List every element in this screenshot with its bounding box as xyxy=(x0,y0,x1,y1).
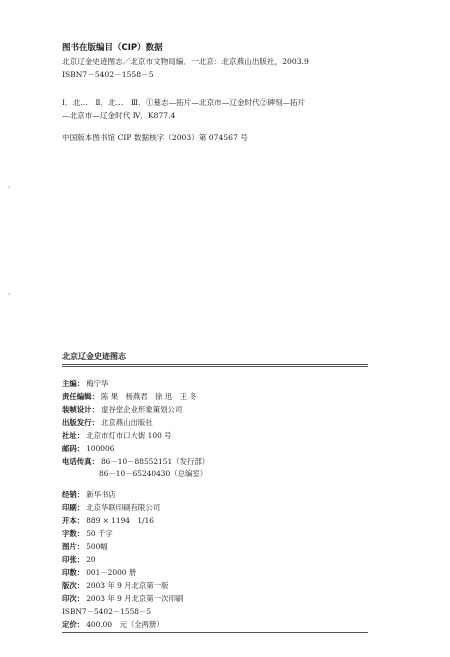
spec-print-run xyxy=(62,567,136,578)
credit-label: 邮码： xyxy=(62,444,85,453)
spec-value: 001－2000 册 xyxy=(86,568,137,577)
spec-value: 50 千字 xyxy=(86,529,113,538)
credit-value: 北京市灯市口大街 100 号 xyxy=(86,431,172,440)
bottom-rule xyxy=(62,632,368,633)
credit-value: 虚谷堂企业形象策划公司 xyxy=(100,405,183,414)
spec-label: 印次： xyxy=(62,594,85,603)
credit-editor-in-chief xyxy=(62,378,108,389)
spec-label: 图片： xyxy=(62,542,85,551)
credit-binding-design xyxy=(62,404,182,415)
credit-postcode xyxy=(62,443,114,454)
credit-value: 86－10－88552151（发行部） xyxy=(100,457,210,466)
spec-distributor xyxy=(62,489,116,500)
credit-label: 主编： xyxy=(62,379,85,388)
credit-label: 出版发行： xyxy=(62,418,99,427)
credit-responsible-editors xyxy=(62,391,197,402)
margin-mark: ' xyxy=(8,292,11,301)
spec-value: 2003 年 9 月北京第一次印刷 xyxy=(86,594,184,603)
spec-value: 2003 年 9 月北京第一版 xyxy=(86,581,169,590)
cip-classification-line: Ⅰ．北… Ⅱ．北… Ⅲ．①墓志—拓片—北京市—辽金时代②碑刻—拓片 xyxy=(62,98,306,107)
cip-heading: 图书在版编目（CIP）数据 xyxy=(62,43,163,53)
credit-value: 100006 xyxy=(86,444,115,453)
credit-label: 责任编辑： xyxy=(62,392,99,401)
credit-phone-fax xyxy=(62,456,209,467)
divider-rule xyxy=(62,366,368,367)
spec-price xyxy=(62,619,164,630)
spec-label: 经销： xyxy=(62,490,85,499)
spec-label: 版次： xyxy=(62,581,85,590)
spec-isbn xyxy=(62,606,151,617)
spec-value: 20 xyxy=(86,555,96,564)
spec-value: 400.00 元（全两册） xyxy=(86,620,164,629)
spec-value: ISBN7－5402－1558－5 xyxy=(62,607,152,616)
spec-value: 新华书店 xyxy=(86,490,116,499)
spec-images xyxy=(62,541,108,552)
credit-value: 北京燕山出版社 xyxy=(100,418,153,427)
credit-label: 装帧设计： xyxy=(62,405,99,414)
credit-address xyxy=(62,430,172,441)
cip-record-number: 中国版本图书馆 CIP 数据核字（2003）第 074567 号 xyxy=(62,133,248,142)
spec-value: 北京华联印刷有限公司 xyxy=(86,503,161,512)
cip-catalog-line: 北京辽金史迹图志／北京市文物局编．一北京：北京燕山出版社，2003.9 xyxy=(62,57,309,66)
credit-publisher xyxy=(62,417,153,428)
spec-label: 印刷： xyxy=(62,503,85,512)
spec-printer xyxy=(62,502,160,513)
spec-sheets xyxy=(62,554,96,565)
spec-edition xyxy=(62,580,168,591)
cip-classification-line-2: —北京市—辽金时代 Ⅳ．K877.4 xyxy=(62,111,176,120)
book-title: 北京辽金史迹图志 xyxy=(62,352,126,361)
divider-rule xyxy=(62,364,368,365)
credit-phone-fax-2: 86－10－65240430（总编室） xyxy=(99,469,208,478)
spec-value: 500幅 xyxy=(86,542,108,551)
credit-value: 梅宁华 xyxy=(86,379,109,388)
spec-label: 字数： xyxy=(62,529,85,538)
spec-label: 印数： xyxy=(62,568,85,577)
margin-mark: ' xyxy=(8,185,11,194)
spec-value: 889 × 1194 1/16 xyxy=(86,516,154,525)
spec-format xyxy=(62,515,154,526)
credit-label: 电话传真： xyxy=(62,457,99,466)
spec-label: 开本： xyxy=(62,516,85,525)
credit-value: 陈 果 杨燕君 徐 迅 王 冬 xyxy=(100,392,197,401)
cip-isbn: ISBN7－5402－1558－5 xyxy=(62,70,154,79)
spec-label: 印张： xyxy=(62,555,85,564)
spec-impression xyxy=(62,593,183,604)
spec-word-count xyxy=(62,528,113,539)
credit-label: 社址： xyxy=(62,431,85,440)
spec-label: 定价： xyxy=(62,620,85,629)
